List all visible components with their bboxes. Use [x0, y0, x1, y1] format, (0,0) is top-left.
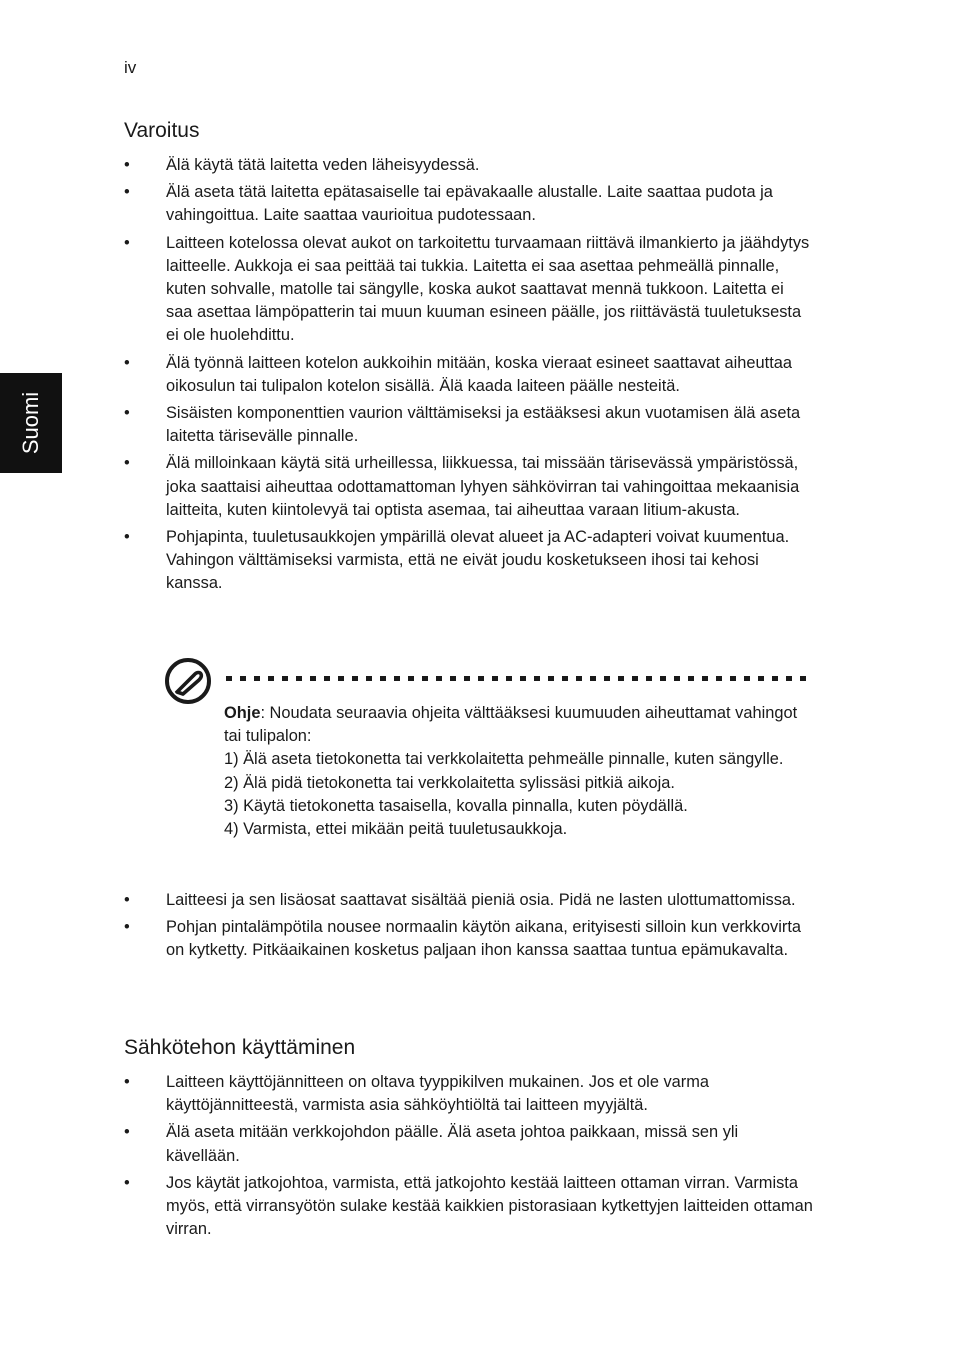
note-pen-icon — [164, 657, 212, 705]
list-item-text: Laitteen käyttöjännitteen on oltava tyyppikilven mukainen. Jos et ole varma käyttöjännitteestä, varmista asia sähköyhtiöltä tai laitteen myyjältä. — [166, 1073, 710, 1115]
list-item-text: Älä aseta tätä laitetta epätasaiselle tai epävakaalle alustalle. Laite saattaa pudota ja vahingoittua. Laite saattaa vaurioitua pudotessaan. — [166, 183, 773, 225]
note-line: 1) Älä aseta tietokonetta tai verkkolaitetta pehmeälle pinnalle, kuten sängylle. — [224, 750, 784, 769]
list-item-text: Pohjapinta, tuuletusaukkojen ympärillä olevat alueet ja AC-adapteri voivat kuumentua. Vahingon välttämiseksi varmista, että ne eivät joudu kosketukseen ihosi tai kehosi kanssa. — [166, 528, 790, 593]
note-text — [224, 702, 804, 841]
list-item — [124, 889, 814, 912]
bullet-icon: • — [124, 918, 130, 937]
bullet-icon: • — [124, 1123, 130, 1142]
bullet-icon: • — [124, 404, 130, 423]
bullet-icon: • — [124, 528, 130, 547]
note-label: Ohje — [224, 704, 261, 722]
note-line: 4) Varmista, ettei mikään peitä tuuletusaukkoja. — [224, 820, 568, 839]
section-title-warning: Varoitus — [124, 119, 200, 142]
page-number: iv — [124, 58, 137, 77]
list-item-text: Sisäisten komponenttien vaurion välttämiseksi ja estääksesi akun vuotamisen älä aseta laitetta tärisevälle pinnalle. — [166, 404, 801, 446]
bullet-icon: • — [124, 233, 130, 252]
list-item — [124, 352, 814, 398]
section-title-power: Sähkötehon käyttäminen — [124, 1036, 356, 1059]
note-line: 2) Älä pidä tietokonetta tai verkkolaitetta sylissäsi pitkiä aikoja. — [224, 773, 675, 792]
bullet-icon: • — [124, 891, 130, 909]
note-intro: : Noudata seuraavia ohjeita välttääksesi kuumuuden aiheuttamat vahingot tai tulipalon: — [224, 704, 798, 746]
list-item — [124, 1172, 814, 1242]
list-item-text: Älä työnnä laitteen kotelon aukkoihin mitään, koska vieraat esineet saattavat aiheuttaa oikosulun tai tulipalon kotelon sisällä. Älä kaada laiteen päälle nesteitä. — [166, 353, 792, 395]
language-tab-label: Suomi — [18, 391, 43, 455]
list-item-text: Pohjan pintalämpötila nousee normaalin käytön aikana, erityisesti silloin kun verkkovirta on kytketty. Pitkäaikainen kosketus paljaan ihon kanssa saattaa tuntua epämukavalta. — [166, 918, 802, 960]
list-item — [124, 1121, 814, 1167]
list-item — [124, 526, 814, 596]
list-item — [124, 232, 814, 348]
list-item-text: Älä käytä tätä laitetta veden läheisyydessä. — [166, 156, 480, 174]
warning-list-continued — [124, 889, 814, 967]
bullet-icon: • — [124, 1073, 130, 1091]
power-list — [124, 1071, 814, 1245]
list-item-text: Laitteesi ja sen lisäosat saattavat sisältää pieniä osia. Pidä ne lasten ulottumattomissa. — [166, 891, 796, 909]
bullet-icon: • — [124, 1173, 130, 1192]
note-divider — [226, 676, 808, 681]
list-item — [124, 1071, 814, 1117]
note-line: 3) Käytä tietokonetta tasaisella, kovalla pinnalla, kuten pöydällä. — [224, 796, 688, 815]
warning-list — [124, 154, 814, 600]
bullet-icon: • — [124, 156, 130, 174]
list-item — [124, 452, 814, 522]
list-item-text: Älä aseta mitään verkkojohdon päälle. Älä aseta johtoa paikkaan, missä sen yli kävellään. — [166, 1123, 739, 1165]
language-tab — [0, 373, 62, 473]
list-item — [124, 181, 814, 227]
note-callout — [164, 657, 814, 867]
bullet-icon: • — [124, 353, 130, 372]
bullet-icon: • — [124, 454, 130, 473]
bullet-icon: • — [124, 183, 130, 202]
list-item-text: Jos käytät jatkojohtoa, varmista, että jatkojohto kestää laitteen ottaman virran. Varmista myös, että virransyötön sulake kestää kaikkien pistorasiaan kytkettyjen laitteiden ottaman virran. — [166, 1173, 813, 1239]
list-item-text: Laitteen kotelossa olevat aukot on tarkoitettu turvaamaan riittävä ilmankierto ja jäähdytys laitteelle. Aukkoja ei saa peittää tai tukkia. Laitetta ei saa asettaa pehmeällä pinnalle, kuten sohvalle, matolle tai sängylle, koska aukot saattavat mennä tukkoon. Laitetta ei saa asettaa lämpöpatterin tai muun kuuman esineen päälle, jos riittävästä tuuletuksesta ei ole huolehdittu. — [166, 233, 810, 345]
list-item-text: Älä milloinkaan käytä sitä urheillessa, liikkuessa, tai missään tärisevässä ympäristössä, joka saattaisi aiheuttaa odottamattoman lyhyen sähkövirran tai vahingoittaa mekaanisia laitteita, kuten kiintolevyä tai optista asemaa, tai aiheuttaa varaan litium-akusta. — [166, 454, 800, 519]
list-item — [124, 916, 814, 962]
list-item — [124, 402, 814, 448]
list-item — [124, 154, 814, 177]
